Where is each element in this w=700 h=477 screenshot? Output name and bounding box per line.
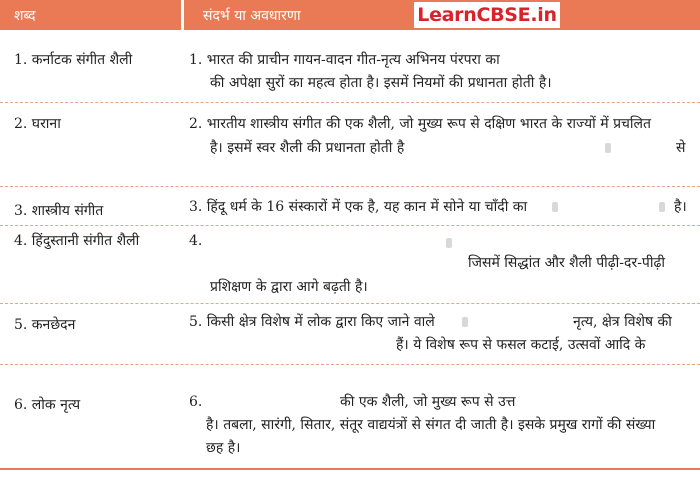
term-5: 5. कनछेदन [14,317,76,333]
term-2: 2. घराना [14,116,61,132]
row-divider [0,225,700,227]
redaction-mark [552,202,558,212]
concept-3-line-1-end: है। [674,199,687,215]
term-3: 3. शास्त्रीय संगीत [14,203,104,219]
redaction-mark [659,202,665,212]
concept-4-line-3: प्रशिक्षण के द्वारा आगे बढ़ती है। [210,279,368,295]
concept-5-line-1: 5. किसी क्षेत्र विशेष में लोक द्वारा किए जाने वाले [189,314,435,330]
concept-6-line-2: है। तबला, सारंगी, सितार, संतूर वाद्ययंत्रों से संगत दी जाती है। इसके प्रमुख रागों की संख्या [206,417,656,433]
concept-1-line-1: 1. भारत की प्राचीन गायन-वादन गीत-नृत्य अभिनय पंरपरा का [189,52,500,68]
concept-4-line-1: 4. [189,233,203,249]
term-6: 6. लोक नृत्य [14,397,81,413]
concept-3-line-1: 3. हिंदू धर्म के 16 संस्कारों में एक है, यह कान में सोने या चाँदी का [189,199,528,215]
header-divider [181,0,184,30]
concept-6-line-1: 6. [189,394,203,410]
header-term: शब्द [14,8,36,24]
redaction-mark [446,238,452,248]
concept-5-line-1-end: नृत्य, क्षेत्र विशेष की [573,314,672,330]
concept-5-line-2: हैं। ये विशेष रूप से फसल कटाई, उत्सवों आदि के [396,337,646,353]
header-concept: संदर्भ या अवधारणा [203,8,301,24]
row-divider [0,102,700,104]
concept-6-line-1-cont: की एक शैली, जो मुख्य रूप से उत्त [340,394,516,410]
concept-6-line-3: छह है। [206,440,241,456]
concept-2-line-2: है। इसमें स्वर शैली की प्रधानता होती है [210,140,405,156]
redaction-mark [462,317,468,327]
concept-4-line-2: जिसमें सिद्धांत और शैली पीढ़ी-दर-पीढ़ी [468,255,666,271]
row-divider [0,186,700,188]
learncbse-logo: LearnCBSE.in [414,2,560,28]
row-divider [0,303,700,305]
concept-2-line-1: 2. भारतीय शास्त्रीय संगीत की एक शैली, जो मुख्य रूप से दक्षिण भारत के राज्यों में प्रचलित [189,116,652,132]
concept-1-line-2: की अपेक्षा सुरों का महत्व होता है। इसमें नियमों की प्रधानता होती है। [210,75,552,91]
table-header [0,0,700,30]
redaction-mark [605,143,611,153]
row-divider [0,364,700,366]
table-bottom-border [0,468,700,471]
concept-2-line-2-end: से [676,140,686,156]
term-1: 1. कर्नाटक संगीत शैली [14,52,133,68]
term-4: 4. हिंदुस्तानी संगीत शैली [14,233,140,249]
